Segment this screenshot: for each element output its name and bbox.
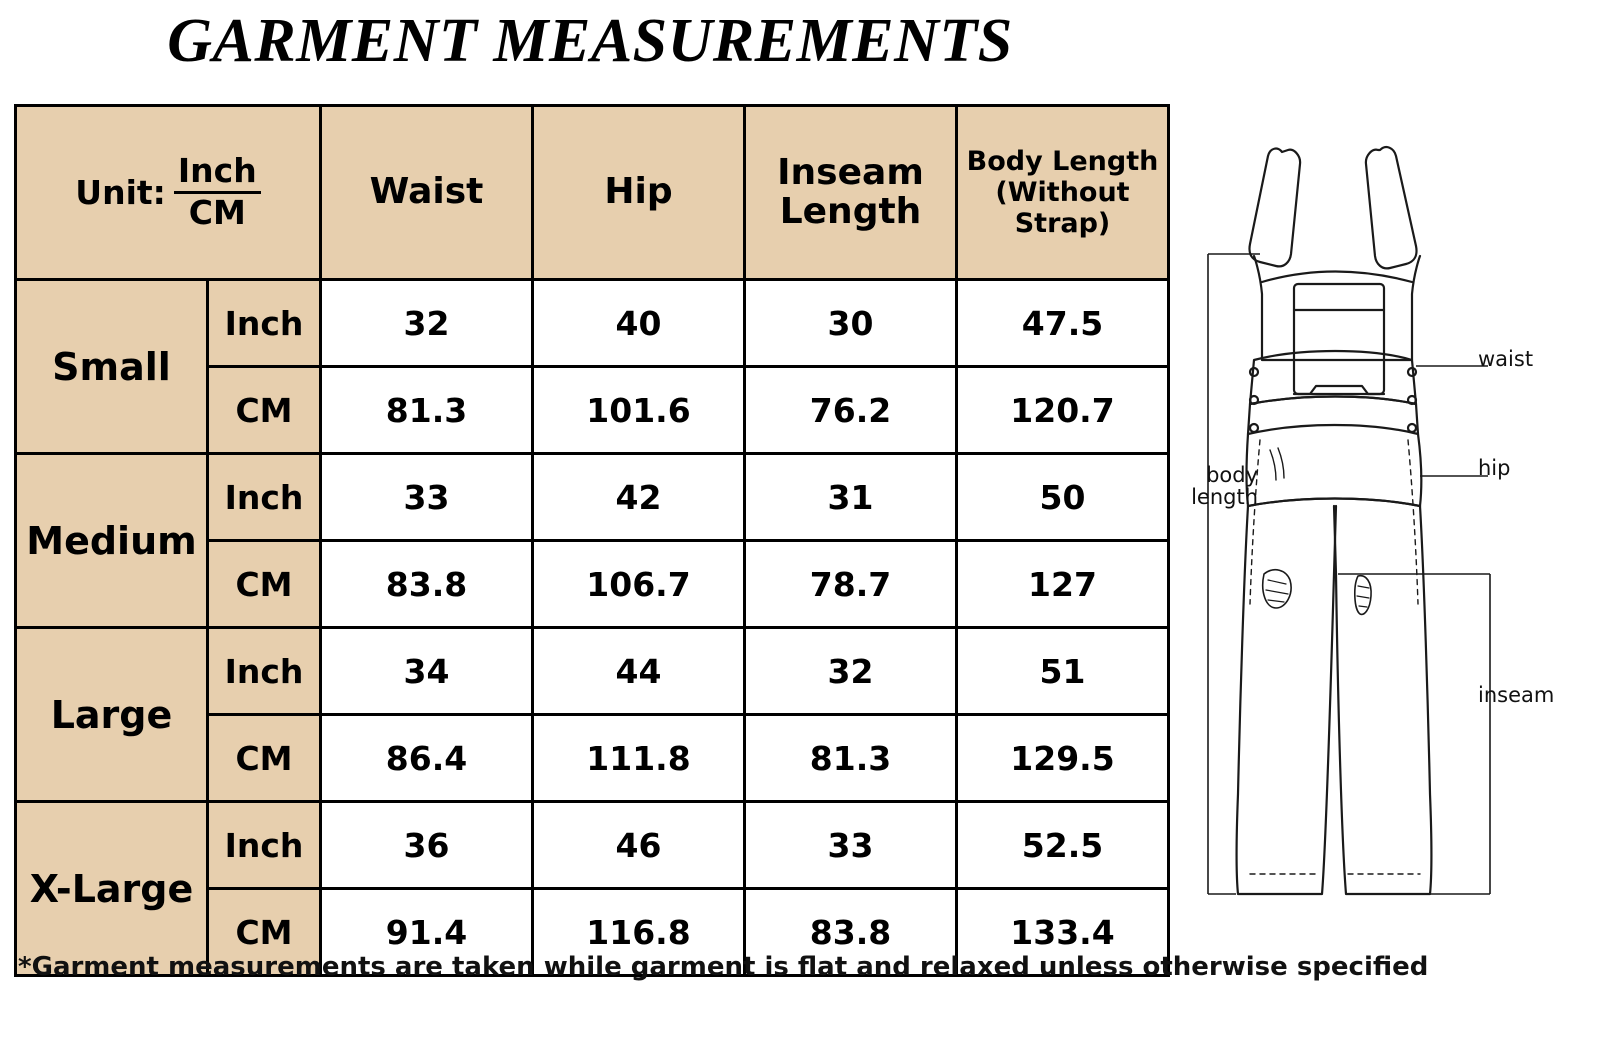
cell-small-cm-hip: 101.6	[533, 367, 745, 454]
cell-xlarge-inch-body: 52.5	[957, 802, 1169, 889]
row-unit-cm: CM	[208, 889, 321, 976]
cell-large-inch-waist: 34	[321, 628, 533, 715]
column-header-body-line2: (Without Strap)	[995, 176, 1130, 240]
cell-xlarge-inch-hip: 46	[533, 802, 745, 889]
size-label-medium: Medium	[16, 454, 208, 628]
label-body-length	[1190, 464, 1258, 508]
column-header-body-line1: Body Length	[966, 145, 1159, 177]
cell-small-inch-body: 47.5	[957, 280, 1169, 367]
cell-small-inch-inseam: 30	[745, 280, 957, 367]
garment-illustration	[1190, 104, 1590, 924]
column-header-inseam-line2: Length	[779, 190, 922, 232]
cell-large-cm-inseam: 81.3	[745, 715, 957, 802]
cell-small-inch-hip: 40	[533, 280, 745, 367]
cell-small-inch-waist: 32	[321, 280, 533, 367]
cell-medium-cm-inseam: 78.7	[745, 541, 957, 628]
label-body-length-line1: body	[1206, 463, 1258, 487]
page-title: GARMENT MEASUREMENTS	[167, 7, 1013, 75]
cell-xlarge-inch-inseam: 33	[745, 802, 957, 889]
cell-medium-inch-waist: 33	[321, 454, 533, 541]
row-unit-cm: CM	[208, 541, 321, 628]
table-header	[16, 106, 1169, 280]
cell-large-cm-hip: 111.8	[533, 715, 745, 802]
cell-small-cm-waist: 81.3	[321, 367, 533, 454]
cell-large-cm-body: 129.5	[957, 715, 1169, 802]
unit-label: Unit:	[75, 173, 166, 212]
cell-xlarge-inch-waist: 36	[321, 802, 533, 889]
cell-medium-cm-body: 127	[957, 541, 1169, 628]
table-row	[16, 454, 1169, 541]
cell-medium-inch-body: 50	[957, 454, 1169, 541]
column-header-waist: Waist	[321, 106, 533, 280]
column-header-body-length	[957, 106, 1169, 280]
column-header-inseam-line1: Inseam	[777, 151, 924, 193]
cell-large-inch-hip: 44	[533, 628, 745, 715]
cell-medium-cm-waist: 83.8	[321, 541, 533, 628]
label-inseam: inseam	[1478, 683, 1555, 707]
cell-small-cm-inseam: 76.2	[745, 367, 957, 454]
cell-xlarge-cm-waist: 91.4	[321, 889, 533, 976]
cell-large-inch-inseam: 32	[745, 628, 957, 715]
label-hip: hip	[1478, 456, 1511, 480]
label-body-length-line2: length	[1191, 485, 1258, 510]
cell-xlarge-cm-hip: 116.8	[533, 889, 745, 976]
row-unit-cm: CM	[208, 715, 321, 802]
row-unit-inch: Inch	[208, 454, 321, 541]
table-row	[16, 802, 1169, 889]
header-row	[16, 106, 1169, 280]
row-unit-cm: CM	[208, 367, 321, 454]
size-label-small: Small	[16, 280, 208, 454]
cell-small-cm-body: 120.7	[957, 367, 1169, 454]
table-row	[16, 280, 1169, 367]
measurement-footnote: *Garment measurements are taken while garment is flat and relaxed unless otherwise specified	[18, 952, 1429, 982]
label-waist: waist	[1478, 346, 1534, 371]
row-unit-inch: Inch	[208, 802, 321, 889]
table-body	[16, 280, 1169, 976]
unit-fraction-numerator: Inch	[174, 154, 261, 194]
table-row	[16, 628, 1169, 715]
column-header-inseam-length	[745, 106, 957, 280]
cell-medium-inch-inseam: 31	[745, 454, 957, 541]
unit-fraction-denominator: CM	[188, 193, 246, 232]
column-header-hip: Hip	[533, 106, 745, 280]
size-label-large: Large	[16, 628, 208, 802]
size-label-x-large: X-Large	[16, 802, 208, 976]
cell-xlarge-cm-inseam: 83.8	[745, 889, 957, 976]
cell-medium-inch-hip: 42	[533, 454, 745, 541]
row-unit-inch: Inch	[208, 628, 321, 715]
measurements-table-container	[14, 104, 1166, 977]
cell-large-inch-body: 51	[957, 628, 1169, 715]
cell-xlarge-cm-body: 133.4	[957, 889, 1169, 976]
cell-large-cm-waist: 86.4	[321, 715, 533, 802]
overall-diagram-svg	[1190, 104, 1590, 924]
unit-fraction	[174, 151, 261, 232]
cell-medium-cm-hip: 106.7	[533, 541, 745, 628]
unit-header-cell	[16, 106, 321, 280]
measurements-table	[14, 104, 1170, 977]
row-unit-inch: Inch	[208, 280, 321, 367]
